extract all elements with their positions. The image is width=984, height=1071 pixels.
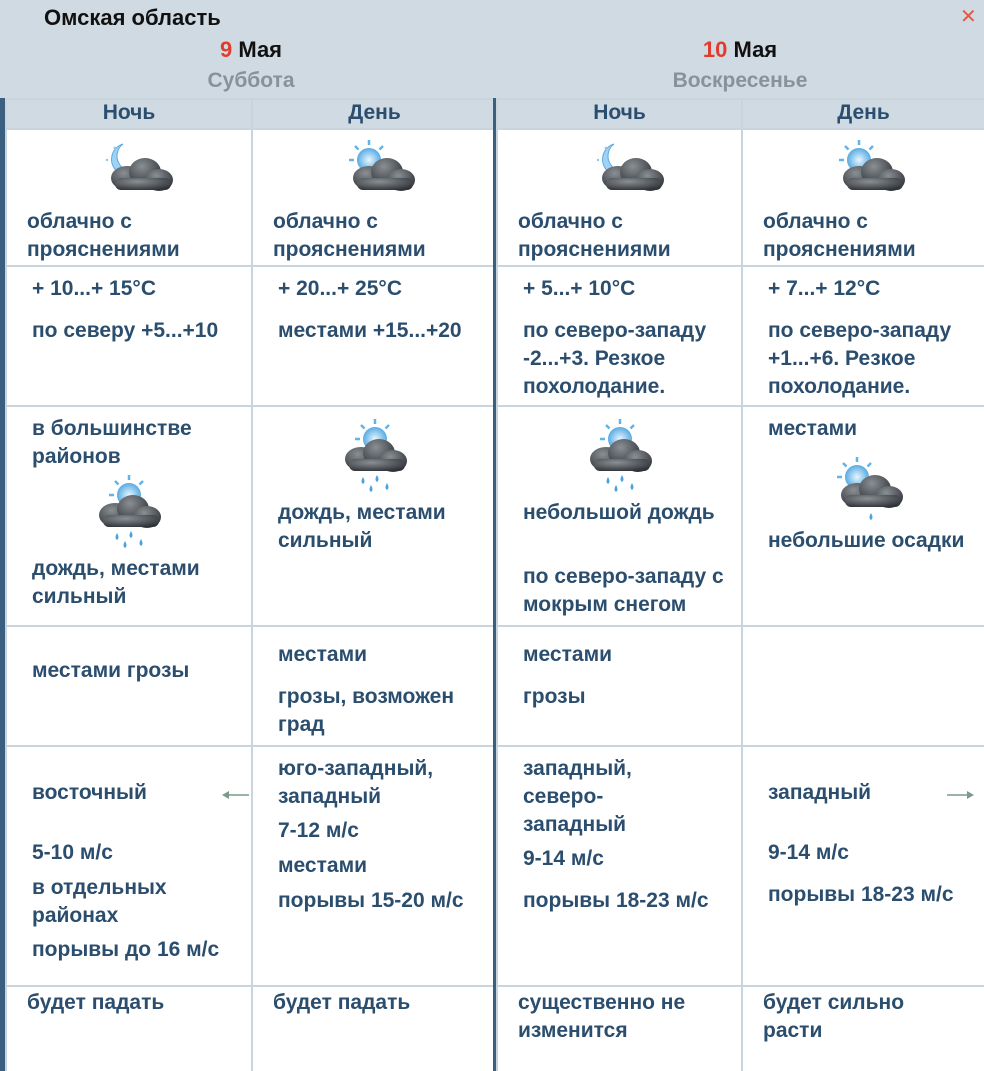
- storm-text: грозы, возможен град: [278, 685, 455, 736]
- sky-cell: [251, 128, 496, 265]
- wind-gust: порывы 15-20 м/с: [278, 889, 464, 912]
- weekday-day1: Суббота: [207, 69, 295, 92]
- period-header: Ночь: [496, 98, 741, 128]
- wind-gust: порывы 18-23 м/с: [523, 889, 709, 912]
- wind-cell: [251, 745, 496, 985]
- temp-main: + 10...+ 15°C: [32, 277, 156, 300]
- moon-cloud-icon: [584, 134, 664, 204]
- temp-cell: [251, 265, 496, 405]
- arrow-left-icon: [221, 789, 251, 801]
- precip-cell: [5, 405, 251, 625]
- precip-pre: местами: [768, 417, 858, 440]
- wind-direction: восточный: [32, 781, 147, 804]
- temp-cell: [5, 265, 251, 405]
- temp-main: + 7...+ 12°C: [768, 277, 881, 300]
- period-header: День: [251, 98, 496, 128]
- day-divider: [493, 98, 496, 1071]
- temp-note: местами +15...+20: [278, 319, 462, 342]
- precip-cell: [741, 405, 984, 625]
- moon-cloud-icon: [93, 134, 173, 204]
- date-day1: 9 Мая: [219, 37, 283, 62]
- wind-extra: в отдельных районах: [32, 876, 167, 927]
- weekday-day2: Воскресенье: [672, 69, 808, 92]
- wind-extra: местами: [278, 854, 368, 877]
- left-border: [0, 98, 5, 1071]
- sky-cell: [496, 128, 741, 265]
- sun-cloud-icon: [335, 134, 415, 204]
- rain-cloud-icon: [327, 419, 417, 503]
- wind-speed: 9-14 м/с: [523, 847, 604, 870]
- storm-cell: [251, 625, 496, 745]
- sky-text: облачно с прояснениями: [27, 210, 180, 261]
- temp-note: по северо-западу -2...+3. Резкое похолодание.: [523, 319, 707, 398]
- close-icon[interactable]: ✕: [960, 6, 977, 28]
- storm-text: местами: [523, 643, 613, 666]
- storm-text: местами грозы: [32, 659, 190, 682]
- pressure-cell: [741, 985, 984, 1071]
- rain-cloud-icon: [572, 419, 662, 503]
- wind-speed: 7-12 м/с: [278, 819, 359, 842]
- temp-note: по северу +5...+10: [32, 319, 219, 342]
- sky-cell: [741, 128, 984, 265]
- temp-main: + 5...+ 10°C: [523, 277, 636, 300]
- temp-note: по северо-западу +1...+6. Резкое похолодание.: [768, 319, 952, 398]
- rain-cloud-icon: [81, 475, 171, 559]
- sun-rain-icon: [823, 455, 903, 521]
- sun-cloud-icon: [825, 134, 905, 204]
- storm-cell: [496, 625, 741, 745]
- temp-cell: [496, 265, 741, 405]
- arrow-right-icon: [945, 789, 975, 801]
- wind-direction: юго-западный, западный: [278, 757, 434, 808]
- storm-text: местами: [278, 643, 368, 666]
- storm-cell: [741, 625, 984, 745]
- date-day2: 10 Мая: [702, 37, 778, 62]
- storm-text: грозы: [523, 685, 586, 708]
- precip-main: небольшие осадки: [768, 529, 965, 552]
- wind-cell: [741, 745, 984, 985]
- forecast-header: [0, 0, 984, 98]
- pressure-text: будет падать: [27, 991, 165, 1014]
- period-header: Ночь: [5, 98, 251, 128]
- pressure-cell: [251, 985, 496, 1071]
- pressure-text: будет падать: [273, 991, 411, 1014]
- precip-main: дождь, местами сильный: [278, 501, 446, 552]
- precip-main: небольшой дождь: [523, 501, 715, 524]
- temp-main: + 20...+ 25°C: [278, 277, 402, 300]
- period-header: День: [741, 98, 984, 128]
- pressure-text: существенно не изменится: [518, 991, 686, 1042]
- wind-direction: западный, северо-западный: [523, 757, 632, 836]
- precip-pre: в большинстве районов: [32, 417, 192, 468]
- pressure-text: будет сильно расти: [763, 991, 905, 1042]
- pressure-cell: [5, 985, 251, 1071]
- sky-text: облачно с прояснениями: [763, 210, 916, 261]
- wind-gust: порывы до 16 м/с: [32, 938, 220, 961]
- temp-cell: [741, 265, 984, 405]
- sky-cell: [5, 128, 251, 265]
- wind-speed: 9-14 м/с: [768, 841, 849, 864]
- precip-main: дождь, местами сильный: [32, 557, 200, 608]
- storm-cell: [5, 625, 251, 745]
- wind-cell: [5, 745, 251, 985]
- wind-direction: западный: [768, 781, 872, 804]
- precip-cell: [496, 405, 741, 625]
- wind-gust: порывы 18-23 м/с: [768, 883, 954, 906]
- sky-text: облачно с прояснениями: [273, 210, 426, 261]
- sky-text: облачно с прояснениями: [518, 210, 671, 261]
- wind-cell: [496, 745, 741, 985]
- wind-speed: 5-10 м/с: [32, 841, 113, 864]
- region-title: Омская область: [44, 5, 221, 30]
- precip-post: по северо-западу с мокрым снегом: [523, 565, 724, 616]
- pressure-cell: [496, 985, 741, 1071]
- precip-cell: [251, 405, 496, 625]
